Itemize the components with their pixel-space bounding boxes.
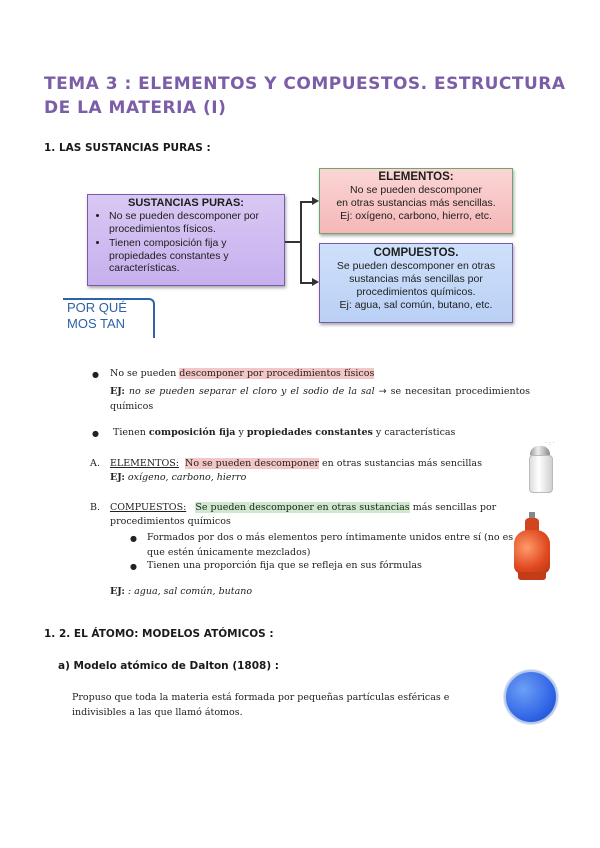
- elements-box-title: ELEMENTOS:: [378, 171, 454, 183]
- elements-box-line: No se pueden descomponer: [350, 184, 482, 196]
- list-item-elements: ELEMENTOS: No se pueden descomponer en otras sustancias más sencillas: [110, 458, 482, 469]
- list-marker: B.: [90, 502, 101, 513]
- elements-box-line: en otras sustancias más sencillas.: [336, 197, 496, 209]
- compounds-box-title: COMPUESTOS.: [373, 247, 459, 259]
- gas-cylinder-base: [518, 572, 546, 580]
- section-heading-atom: 1. 2. EL ÁTOMO: MODELOS ATÓMICOS :: [44, 628, 274, 640]
- list-item-compounds: COMPUESTOS: Se pueden descomponer en otras sustancias más sencillas por: [110, 502, 497, 513]
- highlight: descomponer por procedimientos físicos: [179, 368, 375, 379]
- arrowhead-icon: [312, 278, 319, 286]
- page-title: TEMA 3 : ELEMENTOS Y COMPUESTOS. ESTRUCTURA DE LA MATERIA (I): [44, 74, 566, 118]
- dalton-text: Propuso que toda la materia está formada por pequeñas partículas esféricas e indivisibles a las que llamó átomos.: [72, 692, 450, 718]
- compounds-box-line: Se pueden descomponer en otras: [336, 260, 496, 272]
- salt-shaker-icon: [529, 455, 553, 493]
- bullet-icon: ●: [130, 562, 137, 571]
- bullet-icon: ●: [92, 370, 99, 379]
- arrowhead-icon: [312, 197, 319, 205]
- pure-substances-box: [87, 194, 285, 286]
- elements-box-line: Ej: oxígeno, carbono, hierro, etc.: [340, 210, 492, 222]
- pure-substances-item: • No se pueden descomponer por procedimientos físicos.: [109, 210, 276, 235]
- list-marker: A.: [90, 458, 100, 469]
- cropped-text-fragment: [67, 300, 155, 340]
- example-text: EJ: : agua, sal común, butano: [110, 586, 253, 597]
- fragment-line: POR QUÉ: [67, 300, 127, 315]
- salt-grains: · : ·: [545, 440, 555, 447]
- example-text: EJ: no se pueden separar el cloro y el sodio de la sal → se necesitan procedimientos químicos: [110, 386, 530, 412]
- sub-bullet-text: Formados por dos o más elementos pero íntimamente unidos entre sí (no es que estén únicamente mezclados): [147, 532, 514, 558]
- connector-line: [300, 201, 302, 283]
- gas-cylinder-icon: [514, 530, 550, 574]
- elements-box: [319, 168, 513, 234]
- pure-substances-title: SUSTANCIAS PURAS:: [128, 197, 244, 209]
- highlight: No se pueden descomponer: [185, 458, 319, 469]
- compounds-box: [319, 243, 513, 323]
- highlight: Se pueden descomponer en otras sustancias: [195, 502, 410, 513]
- example-text: EJ: oxígeno, carbono, hierro: [110, 472, 247, 483]
- connector-line: [285, 241, 301, 243]
- fragment-line: MOS TAN: [67, 316, 126, 331]
- pure-substances-item: • Tienen composición fija y propiedades constantes y características.: [109, 237, 276, 275]
- compounds-box-line: procedimientos químicos.: [356, 286, 476, 298]
- bullet-text: Tienen composición fija y propiedades constantes y características: [113, 427, 456, 438]
- dalton-heading: a) Modelo atómico de Dalton (1808) :: [58, 660, 279, 672]
- list-item-continued: procedimientos químicos: [110, 516, 231, 527]
- compounds-box-line: Ej: agua, sal común, butano, etc.: [339, 299, 493, 311]
- bullet-icon: ●: [130, 534, 137, 543]
- bullet-text: No se pueden descomponer por procedimientos físicos: [110, 368, 375, 379]
- compounds-box-line: sustancias más sencillas por: [349, 273, 483, 285]
- bullet-icon: ●: [92, 429, 99, 438]
- arrow-icon: →: [378, 386, 387, 397]
- sub-bullet-text: Tienen una proporción fija que se refleja en sus fórmulas: [147, 560, 422, 571]
- dalton-atom-sphere-icon: [504, 670, 558, 724]
- section-heading-pure-substances: 1. LAS SUSTANCIAS PURAS :: [44, 142, 211, 154]
